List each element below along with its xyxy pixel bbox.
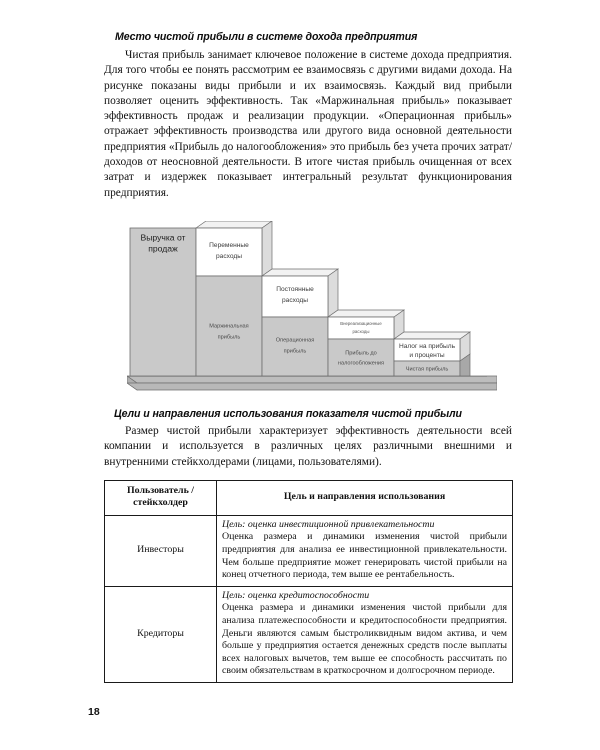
operating-profit-line2: прибыль [283,348,307,355]
diagram-column-revenue [130,228,196,376]
diagram-base [127,376,497,390]
tax-and-interest-line1: Налог на прибыль [398,342,456,350]
table-row [105,515,513,586]
net-profit-label: Чистая прибыль [405,366,449,373]
table-header-stakeholder [105,480,217,515]
purpose-cell-investors [217,515,513,586]
tax-and-interest-line2: и проценты [409,351,445,359]
variable-costs-line2: расходы [216,252,242,260]
nonoperating-costs-line1: Внереализационные [340,321,382,327]
profit-waterfall-figure [104,215,512,397]
purpose-body-investors: Оценка размера и динамики изменения чистой прибыли предприятия для анализа ее инвестиционной привлекательности. Чем больше предприятие может генерировать чистой прибыли на конец отчетного периода, тем выше ее рентабельность. [222,531,507,581]
table-row [105,586,513,682]
purpose-body-creditors: Оценка размера и динамики изменения чистой прибыли для анализа платежеспособности и кредитоспособности предприятия. Деньги являются самым быстроликвидным видом актива, и чем больше у предприятия остается денежных средств после выплаты всех налоговых вычетов, тем выше ее способность рассчитать по своим обязательствам в краткосрочном и долгосрочном периоде. [222,602,507,677]
paragraph-profit-place: Чистая прибыль занимает ключевое положение в системе дохода предприятия. Для того чтобы ее понять рассмотрим ее взаимосвязь с другими видами дохода. На рисунке показаны виды прибыли и их взаимосвязь. Каждый вид прибыли позволяет оценить эффективность. Так «Маржинальная прибыль» показывает эффективность продаж и реализации продукции. «Операционная прибыль» отражает эффективность производства или другого вида основной деятельности предприятия «Прибыль до налогообложения» это прибыль без учета прочих затрат/доходов от неосновной деятельности. В итоге чистая прибыль очищенная от всех затрат и издержек показывает интегральный результат функционирования предприятия. [104,49,512,199]
revenue-label-line1: Выручка от [140,232,186,243]
marginal-profit-line1: Маржинальная [209,323,249,330]
page-number: 18 [88,706,100,718]
marginal-profit-line2: прибыль [217,334,241,341]
section-heading-profit-place: Место чистой прибыли в системе дохода предприятия [115,31,418,43]
diagram-column-marginal [196,221,272,376]
header-line1: Пользователь / [126,484,195,496]
paragraph-usage-goals: Размер чистой прибыли характеризует эффективность деятельности всей компании и используется в различных целях различными внешними и внутренними стейкхолдерами (лицами, пользователями). [104,424,512,468]
purpose-cell-creditors [217,586,513,682]
table-header-purpose: Цель и направления использования [217,480,513,515]
purpose-goal-creditors: Цель: оценка кредитоспособности [222,589,370,601]
stakeholder-purpose-table [104,480,513,683]
nonoperating-costs-line2: расходы [352,329,370,335]
fixed-costs-line1: Постоянные [276,285,314,293]
diagram-column-net [394,332,470,376]
stakeholder-name-creditors: Кредиторы [105,586,217,682]
stakeholder-table-wrapper [104,480,512,683]
header-line2: стейкхолдер [133,497,188,509]
variable-costs-line1: Переменные [209,241,249,249]
diagram-column-operating [262,269,338,376]
diagram-column-pretax [328,310,404,376]
revenue-label-line2: продаж [148,243,178,254]
stakeholder-name-investors: Инвесторы [105,515,217,586]
operating-profit-line1: Операционная [275,337,315,344]
section-heading-usage-goals: Цели и направления использования показателя чистой прибыли [114,407,462,420]
purpose-goal-investors: Цель: оценка инвестиционной привлекательности [222,518,435,530]
fixed-costs-line2: расходы [282,296,308,304]
pretax-profit-line1: Прибыль до [345,350,377,357]
table-header-row [105,480,513,515]
pretax-profit-line2: налогообложения [337,360,385,367]
profit-waterfall-diagram [127,221,497,393]
